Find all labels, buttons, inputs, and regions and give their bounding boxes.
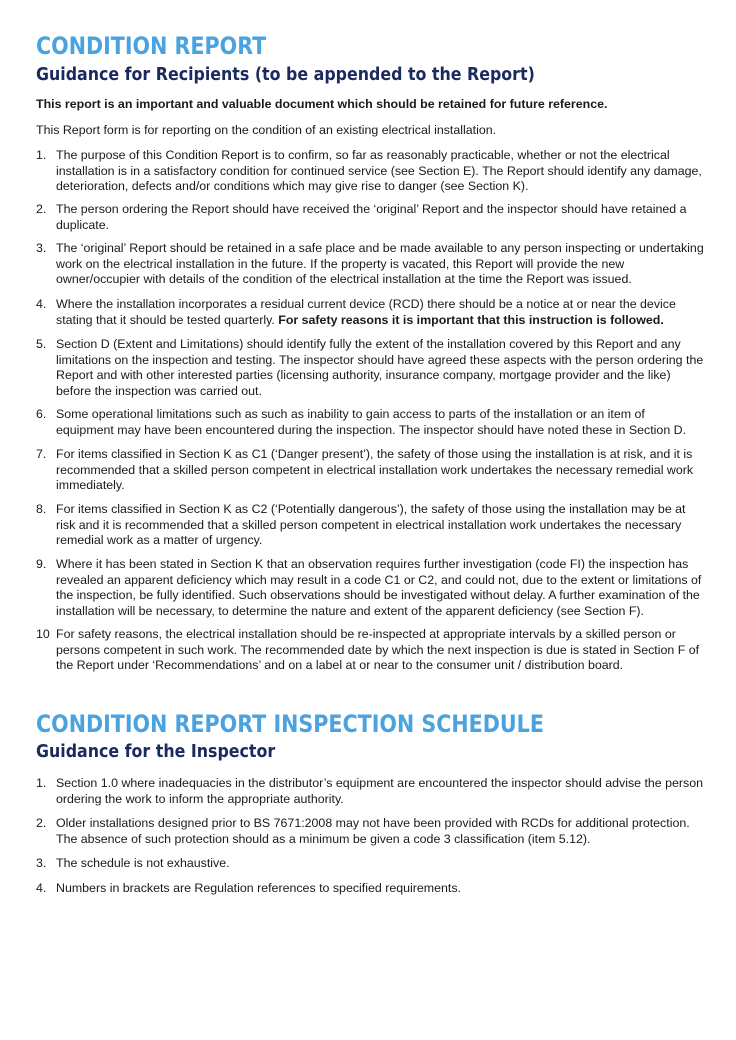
section1-subtitle: Guidance for Recipients (to be appended to the Report) [36, 64, 535, 85]
safety-emphasis: For safety reasons it is important that this instruction is followed. [278, 312, 664, 327]
intro-text: This Report form is for reporting on the condition of an existing electrical installation. [36, 123, 497, 137]
list-item: 2. Older installations designed prior to BS 7671:2008 may not have been provided with RCDs for additional protection. The absence of such protection should as a minimum be given a code 3 classification (item 5.12). [36, 816, 690, 846]
list-item: 5. Section D (Extent and Limitations) should identify fully the extent of the installation covered by this Report and any limitations on the inspection and testing. The inspector should have agreed these aspects with the person ordering the Report and with other interested parties (licensing authority, insurance company, mortgage provider and the like) before the inspection was carried out. [36, 337, 704, 398]
list-item: 1. Section 1.0 where inadequacies in the distributor’s equipment are encountered the inspector should advise the person ordering the work to inform the appropriate authority. [36, 776, 704, 806]
list-item: 8. For items classified in Section K as C2 (‘Potentially dangerous’), the safety of those using the installation may be at risk and it is recommended that a skilled person competent in electrical installation work undertakes the necessary remedial work as a matter of urgency. [36, 502, 686, 547]
list-item: 10 For safety reasons, the electrical installation should be re-inspected at appropriate intervals by a skilled person or persons competent in such work. The recommended date by which the next inspection is due is stated in Section F of the Report under ‘Recommendations’ and on a label at or near to the consumer unit / distribution board. [36, 627, 700, 672]
list-item: 4. Numbers in brackets are Regulation references to specified requirements. [36, 881, 461, 895]
list-item: 1. The purpose of this Condition Report is to confirm, so far as reasonably practicable, whether or not the electrical installation is in a satisfactory condition for continued service (see Section E). The Report should identify any damage, deterioration, defects and/or conditions which may give rise to danger (see Section K). [36, 148, 702, 193]
list-item: 3. The ‘original’ Report should be retained in a safe place and be made available to any person inspecting or undertaking work on the electrical installation in the future. If the property is vacated, this Report will provide the new owner/occupier with details of the condition of the electrical installation at the time the Report was issued. [36, 241, 704, 286]
list-item: 7. For items classified in Section K as C1 (‘Danger present’), the safety of those using the installation is at risk, and it is recommended that a skilled person competent in electrical installation work undertakes the necessary remedial work immediately. [36, 447, 694, 492]
list-item: 6. Some operational limitations such as such as inability to gain access to parts of the installation or an item of equipment may have been encountered during the inspection. The inspector should have noted these in Section D. [36, 407, 687, 437]
list-item: 3. The schedule is not exhaustive. [36, 856, 230, 870]
list-item: 9. Where it has been stated in Section K that an observation requires further investigation (code FI) the inspection has revealed an apparent deficiency which may result in a code C1 or C2, and could not, due to the extent or limitations of the inspection, be fully identified. Such observations should be investigated without delay. A further examination of the installation will be necessary, to determine the nature and extent of the apparent deficiency (see Section F). [36, 557, 702, 618]
intro-bold-text: This report is an important and valuable document which should be retained for future reference. [36, 97, 608, 111]
section1-title: CONDITION REPORT [36, 32, 267, 60]
list-item: 2. The person ordering the Report should have received the ‘original’ Report and the inspector should have retained a duplicate. [36, 202, 687, 232]
list-item: 4. Where the installation incorporates a residual current device (RCD) there should be a notice at or near the device stating that it should be tested quarterly. For safety reasons it is important that this instruction is followed. [36, 297, 676, 327]
section2-subtitle: Guidance for the Inspector [36, 741, 276, 762]
section2-title: CONDITION REPORT INSPECTION SCHEDULE [36, 710, 544, 738]
